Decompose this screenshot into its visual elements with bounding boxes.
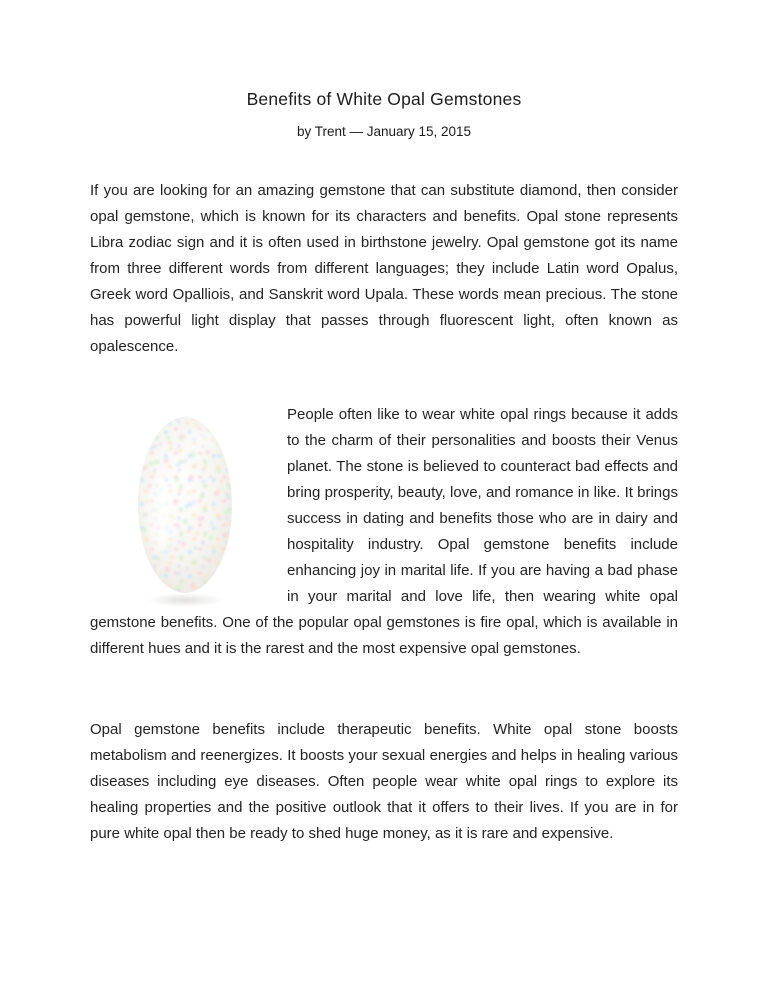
media-section bbox=[90, 402, 678, 662]
paragraph-intro: If you are looking for an amazing gemstone that can substitute diamond, then consider opal gemstone, which is known for its characters and benefits. Opal stone represents Libra zodiac sign and it is often used in birthstone jewelry. Opal gemstone got its name from three different words from different languages; they include Latin word Opalus, Greek word Opalliois, and Sanskrit word Upala. These words mean precious. The stone has powerful light display that passes through fluorescent light, often known as opalescence. bbox=[90, 182, 678, 355]
paragraph-wrapped: People often like to wear white opal rings because it adds to the charm of their personalities and boosts their Venus planet. The stone is believed to counteract bad effects and bring prosperity, beauty, love, and romance in like. It brings success in dating and benefits those who are in dairy and hospitality industry. Opal gemstone benefits include enhancing joy in marital life. If you are having a bad phase in your marital and love life, then wearing white opal gemstone benefits. One of the popular opal gemstones is fire opal, which is available in different hues and it is the rarest and the most expensive opal gemstones. bbox=[90, 406, 678, 657]
paragraph-therapeutic: Opal gemstone benefits include therapeutic benefits. White opal stone boosts metabolism and reenergizes. It boosts your sexual energies and helps in healing various diseases including eye diseases. Often people wear white opal rings to explore its healing properties and the positive outlook that it offers to their lives. If you are in for pure white opal then be ready to shed huge money, as it is rare and expensive. bbox=[90, 721, 678, 842]
page-title: Benefits of White Opal Gemstones bbox=[246, 89, 522, 109]
white-opal-image bbox=[90, 402, 287, 608]
white-opal-gemstone-graphic bbox=[90, 402, 287, 608]
byline: by Trent — January 15, 2015 bbox=[296, 124, 472, 139]
